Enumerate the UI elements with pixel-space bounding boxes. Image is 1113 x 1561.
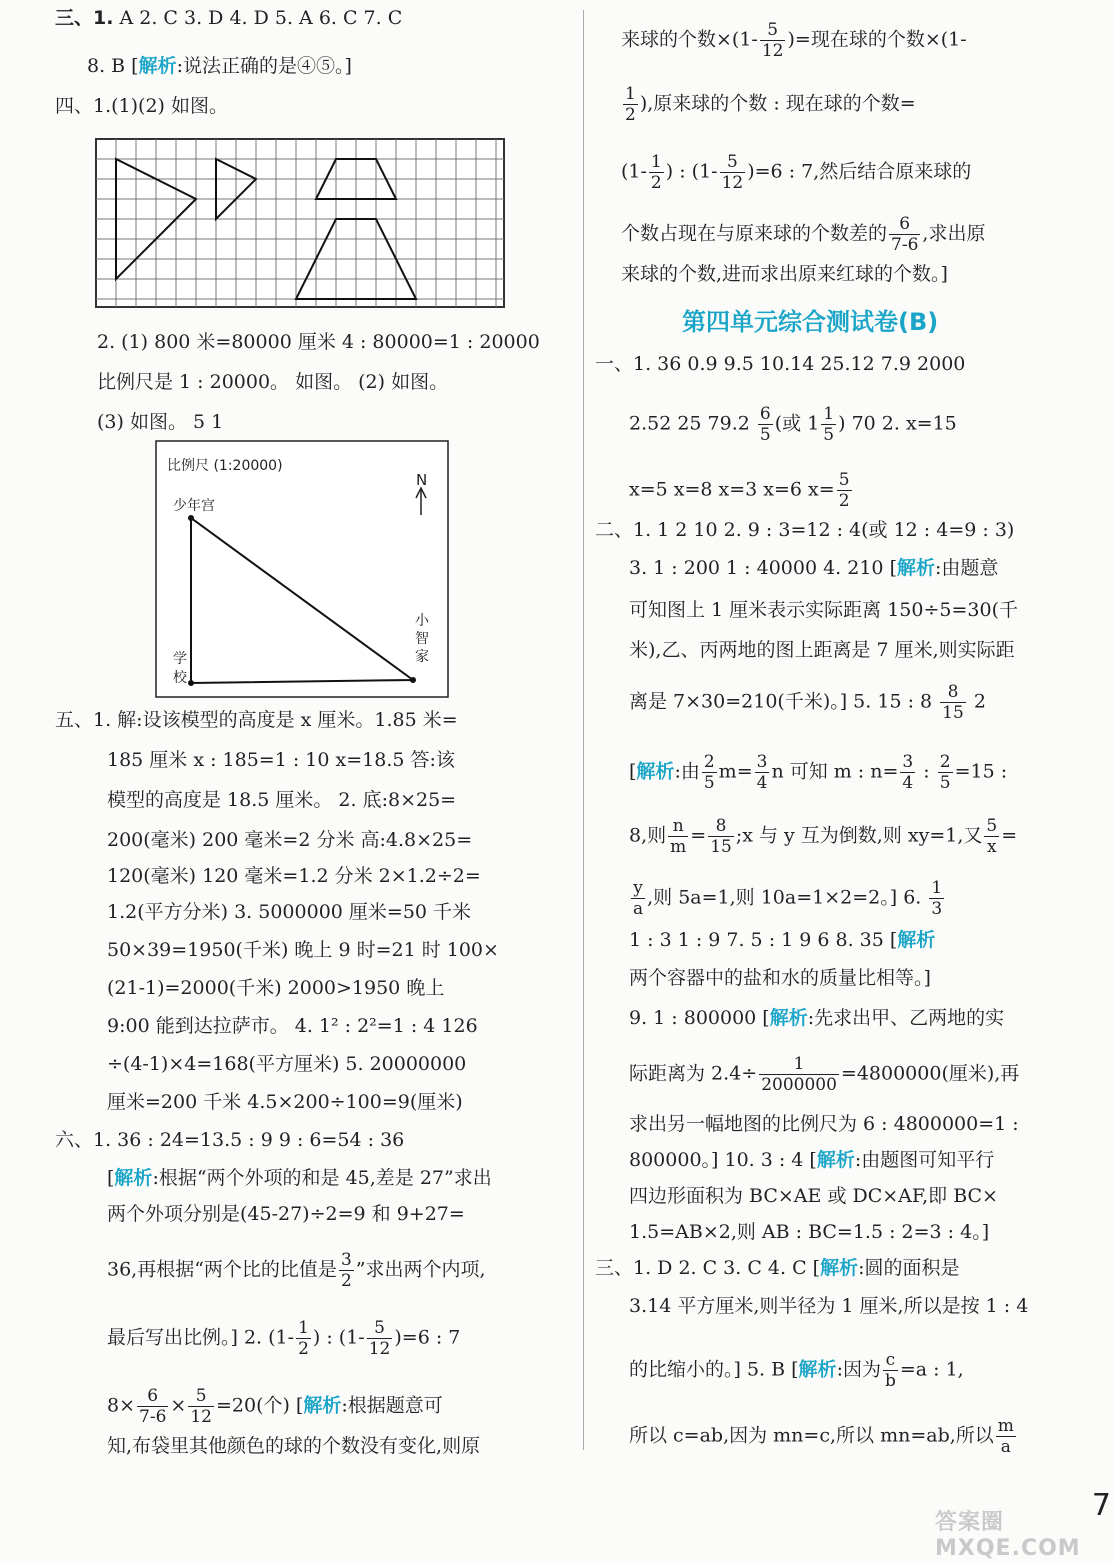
s5-line3: 模型的高度是 18.5 厘米。 2. 底:8×25= xyxy=(107,789,457,811)
section-title: 第四单元综合测试卷(B) xyxy=(682,308,939,336)
fraction: $\frac{8}{15}$ xyxy=(942,682,964,723)
b-line1: 二、1. 1 2 10 2. 9 : 3=12 : 4(或 12 : 4=9 : 3) xyxy=(595,519,1015,541)
north-label: N xyxy=(416,471,428,489)
s6-line2: [解析:根据“两个外项的和是 45,差是 27”求出 xyxy=(107,1167,492,1189)
s5-line10: ÷(4-1)×4=168(平方厘米) 5. 20000000 xyxy=(107,1053,467,1075)
watermark: 答案圈 MXQE.COM xyxy=(935,1510,1081,1561)
s5-line1: 五、1. 解:设该模型的高度是 x 厘米。1.85 米= xyxy=(55,709,458,731)
fraction: $\frac{3}{2}$ xyxy=(340,1250,352,1291)
b-line8: $\frac{y}{a}$ ,则 5a=1,则 10a=1×2=2。] 6. $\frac{1}{3}$ xyxy=(633,878,943,919)
s6-line4: 36,再根据“两个比的比值是 $\frac{3}{2}$ ”求出两个内项, xyxy=(107,1250,486,1291)
b-line6: [解析:由 $\frac{2}{5}$ m= $\frac{3}{4}$ n 可知 m : n= $\frac{3}{4}$ : $\frac{2}{5}$ =15 : xyxy=(629,752,1008,793)
fraction: $\frac{1}{2}$ xyxy=(650,152,662,193)
fraction: $\frac{3}{4}$ xyxy=(902,752,914,793)
grid-figure xyxy=(95,138,545,310)
palace-label: 少年宫 xyxy=(173,498,215,514)
fraction: $\frac{m}{a}$ xyxy=(997,1416,1014,1457)
s4-2-line1: 2. (1) 800 米=80000 厘米 4 : 80000=1 : 20000 xyxy=(97,331,540,353)
fraction: $\frac{1}{2}$ xyxy=(625,84,636,125)
column-divider xyxy=(583,10,584,1450)
school-point xyxy=(188,680,194,686)
s5-line4: 200(毫米) 200 毫米=2 分米 高:4.8×25= xyxy=(107,829,473,851)
c-line4: 所以 c=ab,因为 mn=c,所以 mn=ab,所以 $\frac{m}{a}$ xyxy=(629,1416,1014,1457)
fraction: $\frac{8}{15}$ xyxy=(710,816,732,857)
map-scale: 比例尺 (1:20000) xyxy=(167,458,283,474)
s4-line1: 四、1.(1)(2) 如图。 xyxy=(55,95,228,117)
fraction: $\frac{5}{x}$ xyxy=(986,816,998,857)
home-label-2: 智 xyxy=(415,631,429,647)
fraction: $\frac{5}{12}$ xyxy=(721,152,744,193)
s6-line6: 8× $\frac{6}{7-6}$ × $\frac{5}{12}$ =20(个) [解析:根据题意可 xyxy=(107,1386,443,1427)
home-point xyxy=(410,677,416,683)
r-line5: 来球的个数,进而求出原来红球的个数。] xyxy=(621,263,948,285)
b-line11: 9. 1 : 800000 [解析:先求出甲、乙两地的实 xyxy=(629,1007,1005,1029)
fraction: $\frac{1}{2000000}$ xyxy=(761,1054,837,1095)
fraction: $\frac{2}{5}$ xyxy=(939,752,951,793)
b-line3: 可知图上 1 厘米表示实际距离 150÷5=30(千 xyxy=(629,599,1018,621)
map-border xyxy=(156,441,448,697)
s3-line1: 三、1. A 2. C 3. D 4. D 5. A 6. C 7. C xyxy=(55,7,403,29)
r-line2: $\frac{1}{2}$ ),原来球的个数 : 现在球的个数= xyxy=(625,84,916,125)
r-line3: (1- $\frac{1}{2}$ ) : (1- $\frac{5}{12}$ )=6 : 7,然后结合原来球的 xyxy=(621,152,972,193)
b-line16: 1.5=AB×2,则 AB : BC=1.5 : 2=3 : 4。] xyxy=(629,1221,990,1243)
s6-line5: 最后写出比例。] 2. (1- $\frac{1}{2}$ ) : (1- $\frac{5}{12}$ )=6 : 7 xyxy=(107,1318,461,1359)
c-line1: 三、1. D 2. C 3. C 4. C [解析:圆的面积是 xyxy=(595,1257,960,1279)
s5-line11: 厘米=200 千米 4.5×200÷100=9(厘米) xyxy=(107,1091,463,1113)
r-line1: 来球的个数×(1- $\frac{5}{12}$ )=现在球的个数×(1- xyxy=(621,20,967,61)
fraction: $\frac{1}{3}$ xyxy=(931,878,943,919)
s5-line2: 185 厘米 x : 185=1 : 10 x=18.5 答:该 xyxy=(107,749,455,771)
b-line15: 四边形面积为 BC×AE 或 DC×AF,即 BC× xyxy=(629,1185,998,1207)
c-line2: 3.14 平方厘米,则半径为 1 厘米,所以是按 1 : 4 xyxy=(629,1295,1029,1317)
a-line2: 2.52 25 79.2 $\frac{6}{5}$ (或 1 $\frac{1}{5}$ ) 70 2. x=15 xyxy=(629,404,957,445)
s5-line8: (21-1)=2000(千米) 2000>1950 晚上 xyxy=(107,977,445,999)
c-line3: 的比缩小的。] 5. B [解析:因为 $\frac{c}{b}$ =a : 1, xyxy=(629,1350,964,1391)
fraction: $\frac{6}{7-6}$ xyxy=(891,214,919,255)
fraction: $\frac{5}{12}$ xyxy=(761,20,784,61)
fraction: $\frac{6}{7-6}$ xyxy=(139,1386,167,1427)
b-line4: 米),乙、丙两地的图上距离是 7 厘米,则实际距 xyxy=(629,639,1015,661)
fraction: $\frac{2}{5}$ xyxy=(703,752,715,793)
s6-line7: 知,布袋里其他颜色的球的个数没有变化,则原 xyxy=(107,1435,481,1457)
fraction: $\frac{5}{12}$ xyxy=(190,1386,212,1427)
s3-line2: 8. B [解析:说法正确的是④⑤。] xyxy=(87,55,352,77)
s4-2-line2: 比例尺是 1 : 20000。 如图。 (2) 如图。 xyxy=(97,371,449,393)
school-label-1: 学 xyxy=(173,651,187,667)
map-figure xyxy=(155,440,455,702)
s5-line7: 50×39=1950(千米) 晚上 9 时=21 时 100× xyxy=(107,939,499,961)
a-line1: 一、1. 36 0.9 9.5 10.14 25.12 7.9 2000 xyxy=(595,353,966,375)
b-line2: 3. 1 : 200 1 : 40000 4. 210 [解析:由题意 xyxy=(629,557,999,579)
fraction: $\frac{y}{a}$ xyxy=(633,878,644,919)
b-line12: 际距离为 2.4÷ $\frac{1}{2000000}$ =4800000(厘米),再 xyxy=(629,1054,1020,1095)
s6-line3: 两个外项分别是(45-27)÷2=9 和 9+27= xyxy=(107,1203,465,1225)
fraction: $\frac{3}{4}$ xyxy=(756,752,768,793)
s5-line5: 120(毫米) 120 毫米=1.2 分米 2×1.2÷2= xyxy=(107,865,481,887)
page-number: 7 xyxy=(1091,1488,1111,1523)
s4-2-line3: (3) 如图。 5 1 xyxy=(97,411,224,433)
b-line9: 1 : 3 1 : 9 7. 5 : 1 9 6 8. 35 [解析 xyxy=(629,929,936,951)
b-line13: 求出另一幅地图的比例尺为 6 : 4800000=1 : xyxy=(629,1113,1019,1135)
palace-point xyxy=(188,515,194,521)
a-line3: x=5 x=8 x=3 x=6 x= $\frac{5}{2}$ xyxy=(629,470,850,511)
fraction: $\frac{5}{2}$ xyxy=(838,470,850,511)
b-line14: 800000。] 10. 3 : 4 [解析:由题图可知平行 xyxy=(629,1149,995,1171)
fraction: $\frac{n}{m}$ xyxy=(670,816,687,857)
grid-border xyxy=(96,139,504,307)
home-label-3: 家 xyxy=(415,649,429,665)
fraction: $\frac{5}{12}$ xyxy=(368,1318,391,1359)
home-label-1: 小 xyxy=(415,613,429,629)
s6-line1: 六、1. 36 : 24=13.5 : 9 9 : 6=54 : 36 xyxy=(55,1129,405,1151)
b-line5: 离是 7×30=210(千米)。] 5. 15 : 8 $\frac{8}{15}$ 2 xyxy=(629,682,986,723)
s5-line9: 9:00 能到达拉萨市。 4. 1² : 2²=1 : 4 126 xyxy=(107,1015,478,1037)
fraction: $\frac{1}{2}$ xyxy=(298,1318,309,1359)
analysis-tag: 解析 xyxy=(138,55,177,77)
fraction: $\frac{c}{b}$ xyxy=(884,1350,896,1391)
b-line10: 两个容器中的盐和水的质量比相等。] xyxy=(629,967,931,989)
s5-line6: 1.2(平方分米) 3. 5000000 厘米=50 千米 xyxy=(107,901,472,923)
fraction: $\frac{6}{5}$ xyxy=(759,404,771,445)
r-line4: 个数占现在与原来球的个数差的 $\frac{6}{7-6}$ ,求出原 xyxy=(621,214,986,255)
fraction: $\frac{1}{5}$ xyxy=(823,404,835,445)
school-label-2: 校 xyxy=(173,670,187,686)
b-line7: 8,则 $\frac{n}{m}$ = $\frac{8}{15}$ ;x 与 y 互为倒数,则 xy=1,又 $\frac{5}{x}$ = xyxy=(629,816,1018,857)
